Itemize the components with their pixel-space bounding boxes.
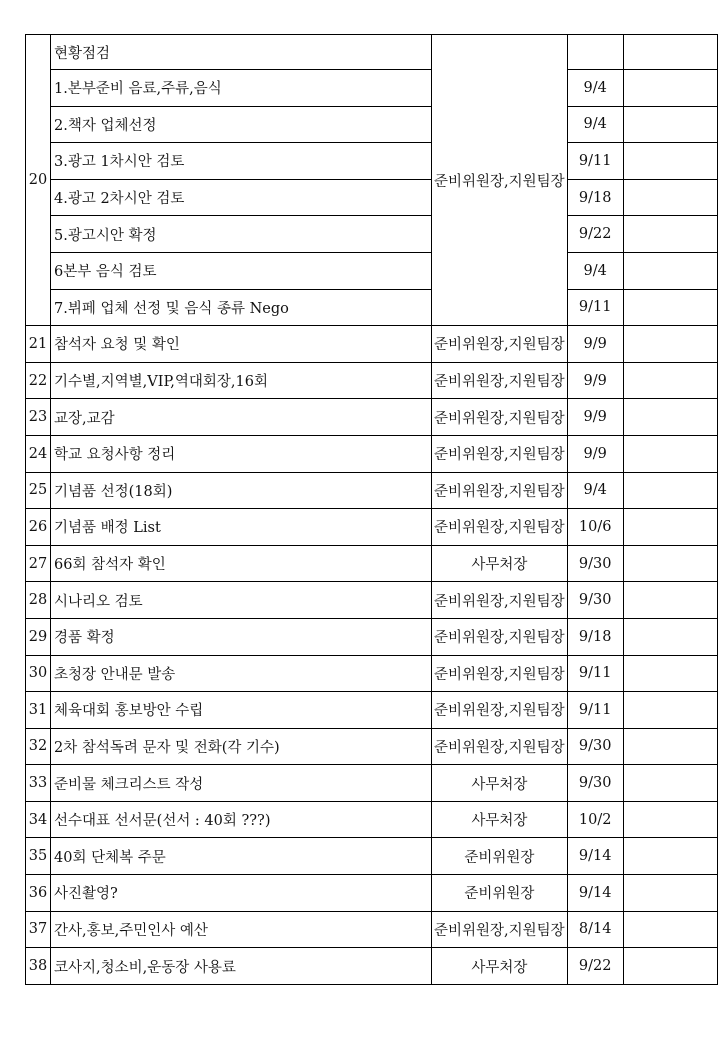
task-cell: 2차 참석독려 문자 및 전화(각 기수)	[51, 728, 432, 765]
row-number-cell: 34	[26, 801, 51, 838]
task-cell: 초청장 안내문 발송	[51, 655, 432, 692]
table-row	[26, 838, 718, 875]
table-row	[26, 655, 718, 692]
task-cell: 66회 참석자 확인	[51, 545, 432, 582]
row-number-cell: 36	[26, 875, 51, 912]
row-number-cell: 27	[26, 545, 51, 582]
note-cell	[623, 728, 717, 765]
table-row	[26, 911, 718, 948]
row-number-cell: 25	[26, 472, 51, 509]
owner-cell: 사무처장	[432, 801, 568, 838]
date-cell: 9/18	[567, 179, 623, 216]
table-row	[26, 509, 718, 546]
note-cell	[623, 655, 717, 692]
owner-cell: 준비위원장,지원팀장	[432, 655, 568, 692]
date-cell: 9/4	[567, 252, 623, 289]
table-row	[26, 618, 718, 655]
owner-cell: 준비위원장,지원팀장	[432, 509, 568, 546]
table-row	[26, 70, 718, 107]
table-row	[26, 289, 718, 326]
table-row	[26, 179, 718, 216]
date-cell: 9/22	[567, 948, 623, 985]
owner-cell: 준비위원장,지원팀장	[432, 435, 568, 472]
note-cell	[623, 179, 717, 216]
row-number-cell: 37	[26, 911, 51, 948]
table-row	[26, 399, 718, 436]
table-row	[26, 582, 718, 619]
owner-cell: 준비위원장	[432, 875, 568, 912]
task-cell: 기수별,지역별,VIP,역대회장,16회	[51, 362, 432, 399]
task-cell: 학교 요청사항 정리	[51, 435, 432, 472]
date-cell: 9/4	[567, 472, 623, 509]
row-number-cell: 29	[26, 618, 51, 655]
row-number-cell: 32	[26, 728, 51, 765]
table-row	[26, 692, 718, 729]
table-row	[26, 362, 718, 399]
note-cell	[623, 801, 717, 838]
date-cell: 9/14	[567, 838, 623, 875]
subtask-cell: 6본부 음식 검토	[51, 252, 432, 289]
owner-cell: 사무처장	[432, 545, 568, 582]
date-cell: 9/11	[567, 655, 623, 692]
date-cell: 8/14	[567, 911, 623, 948]
date-cell: 9/9	[567, 399, 623, 436]
owner-cell: 사무처장	[432, 765, 568, 802]
date-cell: 10/2	[567, 801, 623, 838]
note-cell	[623, 435, 717, 472]
table-row	[26, 875, 718, 912]
owner-cell: 준비위원장,지원팀장	[432, 399, 568, 436]
task-cell: 경품 확정	[51, 618, 432, 655]
table-row	[26, 326, 718, 363]
date-cell: 9/4	[567, 70, 623, 107]
task-table	[25, 34, 718, 985]
owner-cell: 준비위원장,지원팀장	[432, 326, 568, 363]
row-number-cell: 35	[26, 838, 51, 875]
note-cell	[623, 326, 717, 363]
table-row	[26, 35, 718, 70]
subtask-cell: 7.뷔페 업체 선정 및 음식 종류 Nego	[51, 289, 432, 326]
owner-cell: 준비위원장,지원팀장	[432, 618, 568, 655]
date-cell: 9/9	[567, 435, 623, 472]
date-cell: 9/30	[567, 582, 623, 619]
note-cell	[623, 618, 717, 655]
note-cell	[623, 472, 717, 509]
note-cell	[623, 545, 717, 582]
owner-cell: 준비위원장,지원팀장	[432, 472, 568, 509]
date-cell: 9/30	[567, 545, 623, 582]
row-number-cell: 31	[26, 692, 51, 729]
row-number-cell: 24	[26, 435, 51, 472]
note-cell	[623, 362, 717, 399]
group-number-cell: 20	[26, 35, 51, 326]
date-cell: 9/9	[567, 362, 623, 399]
owner-cell: 준비위원장,지원팀장	[432, 362, 568, 399]
subtask-cell: 3.광고 1차시안 검토	[51, 143, 432, 180]
task-cell: 사진촬영?	[51, 875, 432, 912]
task-cell: 기념품 배정 List	[51, 509, 432, 546]
task-cell: 간사,홍보,주민인사 예산	[51, 911, 432, 948]
date-cell: 9/9	[567, 326, 623, 363]
note-cell	[623, 509, 717, 546]
group-header-task: 현황점검	[51, 35, 432, 70]
note-cell	[623, 765, 717, 802]
note-cell	[623, 289, 717, 326]
table-row	[26, 252, 718, 289]
task-cell: 40회 단체복 주문	[51, 838, 432, 875]
table-row	[26, 143, 718, 180]
group-owner-cell: 준비위원장,지원팀장	[432, 35, 568, 326]
group-header-date	[567, 35, 623, 70]
task-cell: 코사지,청소비,운동장 사용료	[51, 948, 432, 985]
table-row	[26, 435, 718, 472]
date-cell: 10/6	[567, 509, 623, 546]
subtask-cell: 2.책자 업체선정	[51, 106, 432, 143]
row-number-cell: 22	[26, 362, 51, 399]
task-cell: 준비물 체크리스트 작성	[51, 765, 432, 802]
note-cell	[623, 106, 717, 143]
subtask-cell: 1.본부준비 음료,주류,음식	[51, 70, 432, 107]
note-cell	[623, 216, 717, 253]
note-cell	[623, 70, 717, 107]
subtask-cell: 4.광고 2차시안 검토	[51, 179, 432, 216]
note-cell	[623, 948, 717, 985]
date-cell: 9/11	[567, 289, 623, 326]
task-cell: 참석자 요청 및 확인	[51, 326, 432, 363]
task-cell: 기념품 선정(18회)	[51, 472, 432, 509]
note-cell	[623, 875, 717, 912]
owner-cell: 준비위원장,지원팀장	[432, 692, 568, 729]
owner-cell: 준비위원장,지원팀장	[432, 582, 568, 619]
subtask-cell: 5.광고시안 확정	[51, 216, 432, 253]
row-number-cell: 23	[26, 399, 51, 436]
owner-cell: 사무처장	[432, 948, 568, 985]
table-row	[26, 106, 718, 143]
owner-cell: 준비위원장	[432, 838, 568, 875]
table-row	[26, 216, 718, 253]
row-number-cell: 33	[26, 765, 51, 802]
note-cell	[623, 911, 717, 948]
date-cell: 9/30	[567, 728, 623, 765]
table-row	[26, 948, 718, 985]
table-row	[26, 545, 718, 582]
note-cell	[623, 838, 717, 875]
row-number-cell: 21	[26, 326, 51, 363]
date-cell: 9/30	[567, 765, 623, 802]
row-number-cell: 30	[26, 655, 51, 692]
table-row	[26, 728, 718, 765]
task-cell: 교장,교감	[51, 399, 432, 436]
table-row	[26, 472, 718, 509]
row-number-cell: 38	[26, 948, 51, 985]
note-cell	[623, 35, 717, 70]
note-cell	[623, 582, 717, 619]
owner-cell: 준비위원장,지원팀장	[432, 911, 568, 948]
note-cell	[623, 399, 717, 436]
row-number-cell: 26	[26, 509, 51, 546]
date-cell: 9/18	[567, 618, 623, 655]
note-cell	[623, 692, 717, 729]
date-cell: 9/11	[567, 143, 623, 180]
task-cell: 시나리오 검토	[51, 582, 432, 619]
owner-cell: 준비위원장,지원팀장	[432, 728, 568, 765]
row-number-cell: 28	[26, 582, 51, 619]
task-table-body	[26, 35, 718, 985]
date-cell: 9/14	[567, 875, 623, 912]
table-row	[26, 765, 718, 802]
task-cell: 선수대표 선서문(선서 : 40회 ???)	[51, 801, 432, 838]
note-cell	[623, 252, 717, 289]
date-cell: 9/4	[567, 106, 623, 143]
task-cell: 체육대회 홍보방안 수립	[51, 692, 432, 729]
date-cell: 9/11	[567, 692, 623, 729]
table-row	[26, 801, 718, 838]
date-cell: 9/22	[567, 216, 623, 253]
note-cell	[623, 143, 717, 180]
